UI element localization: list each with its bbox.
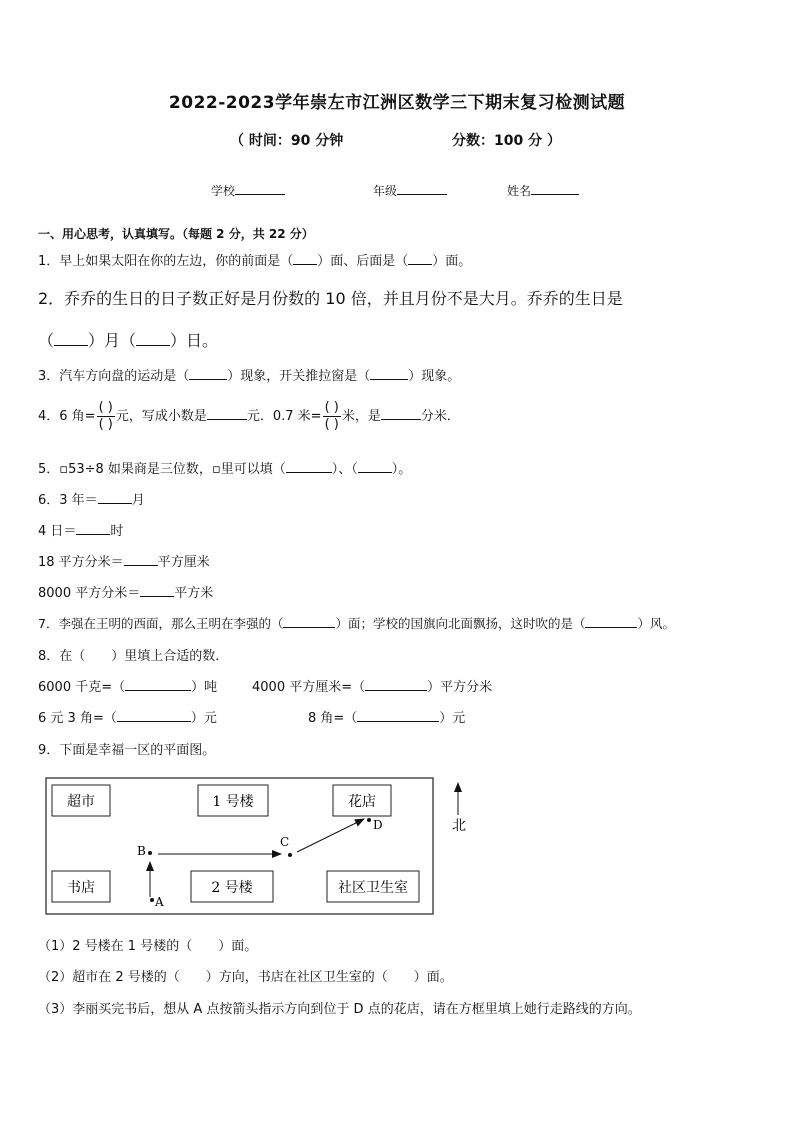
supermarket-label: 超市 <box>67 794 95 810</box>
point-c <box>288 853 292 857</box>
q4-fraction-1[interactable]: $\frac{( )}{( )}$ <box>98 400 113 432</box>
page-title: 2022-2023学年崇左市江洲区数学三下期末复习检测试题 <box>168 93 626 113</box>
point-a <box>150 898 154 902</box>
q6-text-2a: 4 日＝ <box>38 524 77 539</box>
q2-text-c: ）日。 <box>170 331 219 350</box>
q4-text-e: 分米． <box>420 409 460 424</box>
q8-item-4: 8 角=（ ）元 <box>308 711 466 726</box>
q6-text-1a: 6．3 年＝ <box>38 493 98 508</box>
q6-text-3a: 18 平方分米＝ <box>38 555 124 570</box>
name-label: 姓名 <box>507 184 532 198</box>
q4-text-a: 4．6 角= <box>38 409 96 424</box>
q9-subquestion-3: （3）李丽买完书后，想从 A 点按箭头指示方向到位于 D 点的花店，请在方框里填上她行走路线的方向。 <box>38 1002 641 1017</box>
q1-text-a: 1．早上如果太阳在你的左边，你的前面是（ <box>38 254 294 269</box>
q5-text-b: ）、（ <box>331 462 358 477</box>
question-9-heading: 9．下面是幸福一区的平面图。 <box>38 743 216 758</box>
question-2-line-1: 2．乔乔的生日的日子数正好是月份数的 10 倍，并且月份不是大月。乔乔的生日是 <box>38 289 623 308</box>
point-b <box>148 851 152 855</box>
q7-text-b: ）面；学校的国旗向北面飘扬，这时吹的是（ <box>335 616 586 631</box>
q9-subquestion-2: （2）超市在 2 号楼的（ ）方向，书店在社区卫生室的（ ）面。 <box>38 970 453 985</box>
north-label: 北 <box>452 818 466 834</box>
q2-text-b: ）月（ <box>88 331 137 350</box>
q5-text-c: ）。 <box>391 462 412 477</box>
point-b-label: B <box>137 844 146 858</box>
q7-text-a: 7．李强在王明的西面，那么王明在李强的（ <box>38 616 284 631</box>
q1-text-b: ）面、后面是（ <box>317 254 409 269</box>
bookstore-label: 书店 <box>67 880 95 896</box>
q9-subquestion-1: （1）2 号楼在 1 号楼的（ ）面。 <box>38 939 258 954</box>
q6-text-4b: 平方米 <box>174 586 214 601</box>
exam-score: 分数：100 分 ） <box>452 133 561 149</box>
flower-shop-label: 花店 <box>348 794 376 810</box>
q8-item-1: 6000 千克=（ ）吨 <box>38 680 218 695</box>
point-d-label: D <box>373 818 383 832</box>
q4-fraction-2[interactable]: $\frac{( )}{( )}$ <box>324 400 339 432</box>
exam-time: （ 时间：90 分钟 <box>230 133 344 149</box>
point-a-label: A <box>155 895 164 909</box>
school-label: 学校 <box>211 184 236 198</box>
q6-text-3b: 平方厘米 <box>157 555 210 570</box>
q3-text-a: 3．汽车方向盘的运动是（ <box>38 369 190 384</box>
point-d <box>367 818 371 822</box>
q2-text-a: （ <box>38 331 55 350</box>
section-heading: 一、用心思考，认真填写。（每题 2 分，共 22 分） <box>38 227 314 241</box>
q4-text-d: 米，是 <box>341 409 381 424</box>
q8-item-3: 6 元 3 角=（ ）元 <box>38 711 217 726</box>
q4-text-c: 元．0.7 米= <box>246 409 322 424</box>
building1-label: 1 号楼 <box>212 794 254 810</box>
q3-text-c: ）现象。 <box>408 369 461 384</box>
q3-text-b: ）现象，开关推拉窗是（ <box>227 369 371 384</box>
building2-label: 2 号楼 <box>211 880 253 896</box>
q1-text-c: ）面。 <box>432 254 472 269</box>
q4-text-b: 元，写成小数是 <box>115 409 207 424</box>
q5-text-a: 5．▫53÷8 如果商是三位数，▫里可以填（ <box>38 462 286 477</box>
q7-text-c: ）风。 <box>637 616 675 631</box>
point-c-label: C <box>280 835 290 849</box>
question-8-heading: 8．在（ ）里填上合适的数． <box>38 649 229 664</box>
q6-text-4a: 8000 平方分米＝ <box>38 586 141 601</box>
q6-text-1b: 月 <box>131 493 145 508</box>
route-c-to-d <box>297 819 364 852</box>
q6-text-2b: 时 <box>110 524 124 539</box>
clinic-label: 社区卫生室 <box>338 880 408 896</box>
q8-item-2: 4000 平方厘米=（ ）平方分米 <box>252 680 493 695</box>
grade-label: 年级 <box>373 184 398 198</box>
